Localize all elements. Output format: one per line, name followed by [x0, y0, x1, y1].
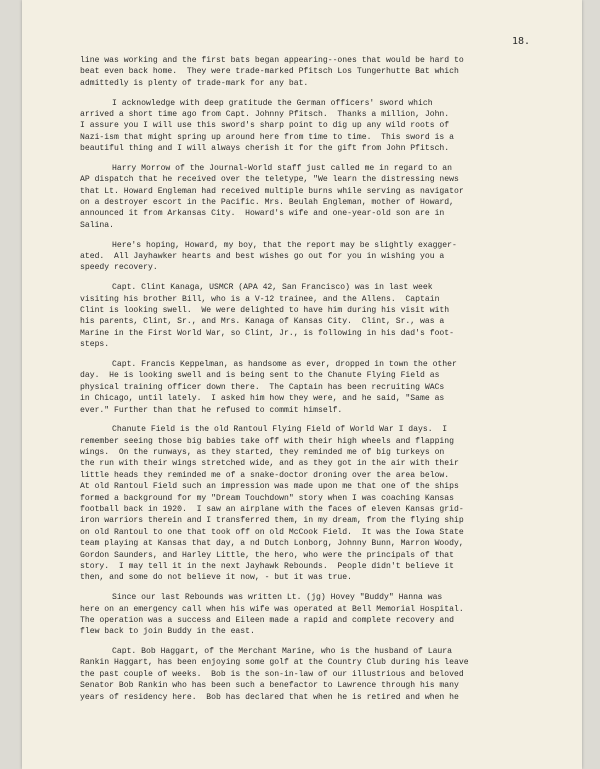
text-line: beautiful thing and I will always cherish it for the gift from John Pfitsch. [80, 144, 450, 154]
text-line: Since our last Rebounds was written Lt. (jg) Hovey "Buddy" Hanna was [112, 593, 443, 603]
text-line: speedy recovery. [80, 263, 158, 273]
text-line: arrived a short time ago from Capt. Johnny Pfitsch. Thanks a million, John. [80, 109, 450, 119]
text-line: announced it from Arkansas City. Howard's wife and one-year-old son are in [80, 209, 445, 219]
text-line: Harry Morrow of the Journal-World staff just called me in regard to an [112, 163, 452, 173]
text-line: Chanute Field is the old Rantoul Flying Field of World War I days. I [112, 425, 448, 435]
text-line: Clint is looking swell. We were delighted to have him during his visit with [80, 305, 450, 315]
text-line: team playing at Kansas that day, a nd Dutch Lonborg, Johnny Bunn, Marron Woody, [80, 539, 464, 549]
text-line: wings. On the runways, as they started, they reminded me of big turkeys on [80, 448, 445, 458]
paragraph [80, 240, 560, 274]
text-line: the run with their wings stretched wide, and as they got in the air with their [80, 459, 459, 469]
text-line: Capt. Francis Keppelman, as handsome as ever, dropped in town the other [112, 359, 457, 369]
text-line: remember seeing those big babies take off with their high wheels and flapping [80, 436, 454, 446]
paragraph [80, 646, 560, 703]
text-line: the past couple of weeks. Bob is the son-in-law of our illustrious and beloved [80, 669, 464, 679]
text-line: flew back to join Buddy in the east. [80, 627, 255, 637]
paragraph [80, 163, 560, 231]
text-line: AP dispatch that he received over the teletype, "We learn the distressing news [80, 175, 459, 185]
text-line: iron warriors therein and I transferred them, in my dream, from the flying ship [80, 516, 464, 526]
paragraph [80, 592, 560, 638]
text-line: The operation was a success and Eileen made a rapid and complete recovery and [80, 615, 454, 625]
text-line: Rankin Haggart, has been enjoying some golf at the Country Club during his leave [80, 658, 469, 668]
text-line: physical training officer down there. The Captain has been recruiting WACs [80, 382, 445, 392]
text-line: here on an emergency call when his wife was operated at Bell Memorial Hospital. [80, 604, 464, 614]
paragraph [80, 55, 560, 89]
letter-body [80, 55, 560, 711]
text-line: his parents, Clint, Sr., and Mrs. Kanaga of Kansas City. Clint, Sr., was a [80, 317, 445, 327]
text-line: day. He is looking swell and is being sent to the Chanute Flying Field as [80, 371, 440, 381]
text-line: on old Rantoul to one that took off on old McCook Field. It was the Iowa State [80, 527, 464, 537]
text-line: At old Rantoul Field such an impression was made upon me that one of the ships [80, 482, 459, 492]
text-line: Salina. [80, 220, 114, 230]
text-line: I assure you I will use this sword's sharp point to dig up any wild roots of [80, 121, 450, 131]
text-line: visiting his brother Bill, who is a V-12 trainee, and the Allens. Captain [80, 294, 440, 304]
text-line: on a destroyer escort in the Pacific. Mrs. Beulah Engleman, mother of Howard, [80, 198, 454, 208]
text-line: beat even back home. They were trade-marked Pfitsch Los Tungerhutte Bat which [80, 67, 459, 77]
text-line: formed a background for my "Dream Touchdown" story when I was coaching Kansas [80, 493, 454, 503]
text-line: that Lt. Howard Engleman had received multiple burns while serving as navigator [80, 186, 464, 196]
text-line: in Chicago, until lately. I asked him how they were, and he said, "Same as [80, 394, 445, 404]
text-line: years of residency here. Bob has declared that when he is retired and when he [80, 692, 459, 702]
text-line: Capt. Clint Kanaga, USMCR (APA 42, San Francisco) was in last week [112, 283, 433, 293]
paragraph [80, 359, 560, 416]
text-line: steps. [80, 340, 110, 350]
text-line: ever." Further than that he refused to commit himself. [80, 405, 343, 415]
page-number: 18. [512, 36, 531, 47]
text-line: then, and some do not believe it now, - but it was true. [80, 573, 352, 583]
text-line: Here's hoping, Howard, my boy, that the report may be slightly exagger- [112, 240, 457, 250]
text-line: Nazi-ism that might spring up around here from time to time. This sword is a [80, 132, 454, 142]
text-line: Gordon Saunders, and Harley Little, the hero, who were the principals of that [80, 550, 454, 560]
text-line: admittedly is plenty of trade-mark for any bat. [80, 78, 309, 88]
text-line: I acknowledge with deep gratitude the German officers' sword which [112, 98, 433, 108]
paragraph [80, 424, 560, 583]
text-line: Senator Bob Rankin who has been such a benefactor to Lawrence through his many [80, 681, 459, 691]
paragraph [80, 282, 560, 350]
paragraph [80, 98, 560, 155]
text-line: Capt. Bob Haggart, of the Merchant Marine, who is the husband of Laura [112, 647, 452, 657]
text-line: story. I may tell it in the next Jayhawk Rebounds. People didn't believe it [80, 561, 454, 571]
text-line: ated. All Jayhawker hearts and best wishes go out for you in wishing you a [80, 252, 445, 262]
text-line: line was working and the first bats began appearing--ones that would be hard to [80, 56, 464, 65]
document-page [22, 0, 582, 769]
text-line: football back in 1920. I saw an airplane with the faces of eleven Kansas grid- [80, 505, 464, 515]
text-line: Marine in the First World War, so Clint, Jr., is following in his dad's foot- [80, 328, 454, 338]
text-line: little heads they reminded me of a snake-doctor droning over the area below. [80, 470, 450, 480]
